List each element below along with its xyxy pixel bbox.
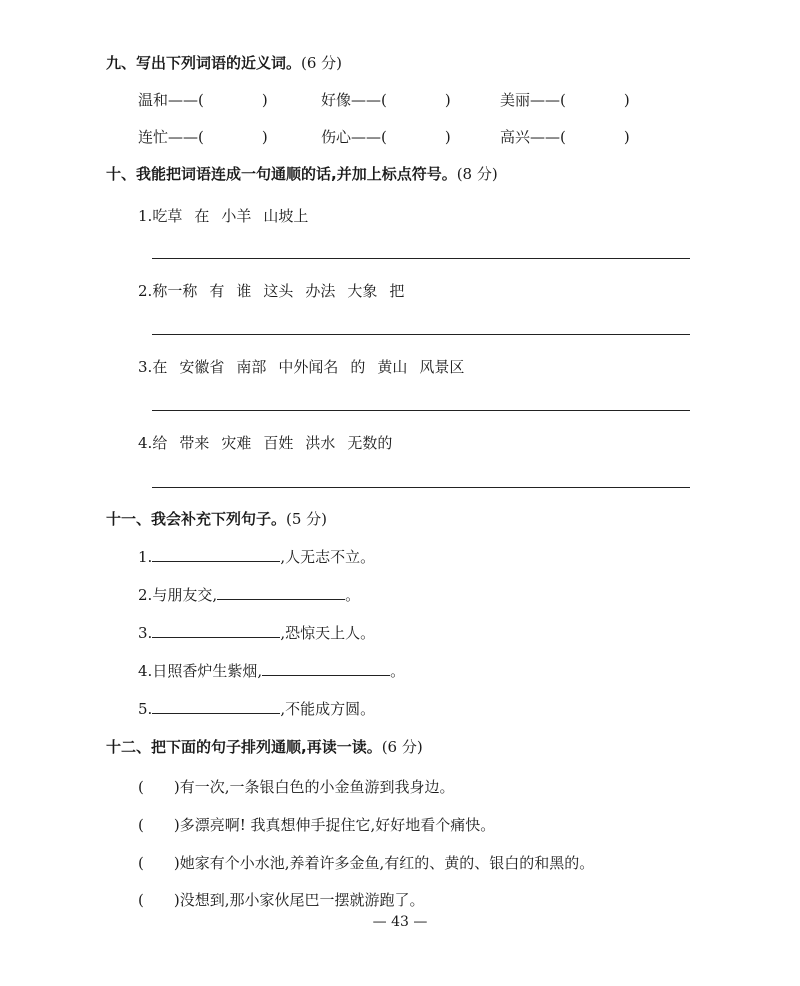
answer-line[interactable]	[152, 487, 690, 488]
order-sentence: ( )她家有个小水池,养着许多金鱼,有红的、黄的、银白的和黑的。	[138, 854, 595, 872]
order-sentence: ( )没想到,那小家伙尾巴一摆就游跑了。	[138, 891, 425, 909]
blank-field[interactable]	[217, 585, 345, 600]
fill-sentence: 5. ,不能成方圆。	[138, 700, 376, 718]
word-group: 4.给 带来 灾难 百姓 洪水 无数的	[138, 434, 393, 452]
blank-field[interactable]	[152, 547, 280, 562]
answer-line[interactable]	[152, 334, 690, 335]
word-group: 3.在 安徽省 南部 中外闻名 的 黄山 风景区	[138, 358, 465, 376]
synonym-item: 高兴——( )	[500, 128, 630, 146]
synonym-item: 连忙——( )	[138, 128, 268, 146]
order-sentence: ( )多漂亮啊! 我真想伸手捉住它,好好地看个痛快。	[138, 816, 496, 834]
blank-field[interactable]	[152, 699, 280, 714]
blank-field[interactable]	[152, 623, 280, 638]
fill-sentence: 2.与朋友交, 。	[138, 586, 361, 604]
answer-line[interactable]	[152, 410, 690, 411]
blank-field[interactable]	[262, 661, 390, 676]
fill-sentence: 1. ,人无志不立。	[138, 548, 376, 566]
fill-sentence: 3. ,恐惊天上人。	[138, 624, 376, 642]
section-12-heading: 十二、把下面的句子排列通顺,再读一读。(6 分)	[106, 738, 423, 756]
word-group: 2.称一称 有 谁 这头 办法 大象 把	[138, 282, 405, 300]
synonym-item: 伤心——( )	[321, 128, 451, 146]
fill-sentence: 4.日照香炉生紫烟, 。	[138, 662, 406, 680]
synonym-item: 温和——( )	[138, 91, 268, 109]
word-group: 1.吃草 在 小羊 山坡上	[138, 207, 309, 225]
order-sentence: ( )有一次,一条银白色的小金鱼游到我身边。	[138, 778, 455, 796]
section-11-heading: 十一、我会补充下列句子。(5 分)	[106, 510, 328, 528]
answer-line[interactable]	[152, 258, 690, 259]
section-10-heading: 十、我能把词语连成一句通顺的话,并加上标点符号。(8 分)	[106, 165, 498, 183]
synonym-item: 好像——( )	[321, 91, 451, 109]
section-9-heading: 九、写出下列词语的近义词。(6 分)	[106, 54, 343, 72]
synonym-item: 美丽——( )	[500, 91, 630, 109]
page-number: — 43 —	[372, 914, 428, 930]
